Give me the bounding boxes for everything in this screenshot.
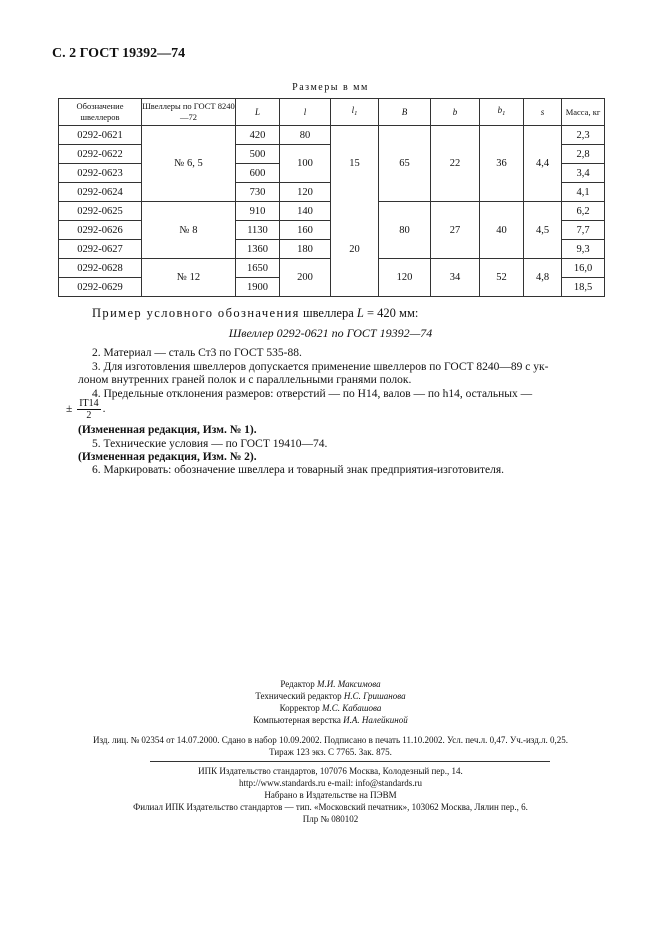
row-l: 100 <box>280 145 331 183</box>
row-L: 730 <box>236 183 280 202</box>
row-mass: 9,3 <box>562 240 605 259</box>
row-l: 180 <box>280 240 331 259</box>
s-group-1: 4,4 <box>524 126 562 202</box>
row-mass: 18,5 <box>562 278 605 297</box>
row-code: 0292-0627 <box>59 240 142 259</box>
row-l: 120 <box>280 183 331 202</box>
row-l: 140 <box>280 202 331 221</box>
l1-group-1: 15 <box>331 126 379 202</box>
row-L: 1650 <box>236 259 280 278</box>
row-L: 910 <box>236 202 280 221</box>
row-code: 0292-0622 <box>59 145 142 164</box>
table-row <box>59 202 605 221</box>
row-L: 420 <box>236 126 280 145</box>
s-group-3: 4,8 <box>524 259 562 297</box>
credit-layout: Компьютерная верстка И.А. Налейкиной <box>253 715 408 725</box>
b-group-1: 22 <box>431 126 480 202</box>
col-mass: Масса, кг <box>562 99 605 126</box>
row-L: 500 <box>236 145 280 164</box>
paragraph-3b: лоном внутренних граней полок и с параллельными гранями полок. <box>78 374 412 386</box>
row-L: 1900 <box>236 278 280 297</box>
B-group-3: 120 <box>379 259 431 297</box>
paragraph-5: 5. Технические условия — по ГОСТ 19410—74. <box>92 438 328 450</box>
col-s: s <box>524 99 562 126</box>
paragraph-2: 2. Материал — сталь Ст3 по ГОСТ 535-88. <box>92 347 302 359</box>
channel-group-1: № 6, 5 <box>142 126 236 202</box>
col-b: b <box>431 99 480 126</box>
row-code: 0292-0621 <box>59 126 142 145</box>
divider <box>150 761 550 762</box>
imprint-line-4: http://www.standards.ru e-mail: info@standards.ru <box>239 778 422 788</box>
row-code: 0292-0625 <box>59 202 142 221</box>
imprint-line-6: Филиал ИПК Издательство стандартов — тип. «Московский печатник», 103062 Москва, Лялин пер., 6. <box>133 802 528 812</box>
imprint-line-2: Тираж 123 экз. С 7765. Зак. 875. <box>269 747 392 757</box>
row-mass: 7,7 <box>562 221 605 240</box>
col-b1: $b_1$ <box>480 99 524 126</box>
imprint-line-7: Плр № 080102 <box>302 814 359 824</box>
paragraph-3a: 3. Для изготовления швеллеров допускается применение швеллеров по ГОСТ 8240—89 с ук- <box>92 361 549 373</box>
b1-group-1: 36 <box>480 126 524 202</box>
row-mass: 6,2 <box>562 202 605 221</box>
b1-group-2: 40 <box>480 202 524 259</box>
col-l: l <box>280 99 331 126</box>
B-group-1: 65 <box>379 126 431 202</box>
row-mass: 2,8 <box>562 145 605 164</box>
credit-editor: Редактор М.И. Максимова <box>280 679 381 689</box>
example-designation: Швеллер 0292-0621 по ГОСТ 19392—74 <box>228 326 433 340</box>
credit-proofreader: Корректор М.С. Кабашова <box>279 703 382 713</box>
b-group-2: 27 <box>431 202 480 259</box>
row-mass: 4,1 <box>562 183 605 202</box>
amendment-1: (Измененная редакция, Изм. № 1). <box>78 424 257 436</box>
row-l: 160 <box>280 221 331 240</box>
row-L: 600 <box>236 164 280 183</box>
imprint-line-1: Изд. лиц. № 02354 от 14.07.2000. Сдано в набор 10.09.2002. Подписано в печать 11.10.2002. Усл. печ.л. 0,47. Уч.-изд.л. 0,25. <box>92 735 569 745</box>
paragraph-6: 6. Маркировать: обозначение швеллера и товарный знак предприятия-изготовителя. <box>92 464 505 476</box>
col-channels: Швеллеры по ГОСТ 8240—72 <box>142 99 236 126</box>
channel-group-2: № 8 <box>142 202 236 259</box>
b-group-3: 34 <box>431 259 480 297</box>
b1-group-3: 52 <box>480 259 524 297</box>
row-code: 0292-0623 <box>59 164 142 183</box>
table-row <box>59 126 605 145</box>
dimensions-table <box>58 98 605 297</box>
col-L: L <box>236 99 280 126</box>
row-L: 1360 <box>236 240 280 259</box>
row-L: 1130 <box>236 221 280 240</box>
s-group-2: 4,5 <box>524 202 562 259</box>
col-l1: $l_1$ <box>331 99 379 126</box>
l1-group-2: 20 <box>331 202 379 297</box>
credit-tech-editor: Технический редактор Н.С. Гришанова <box>255 691 406 701</box>
B-group-2: 80 <box>379 202 431 259</box>
imprint-line-5: Набрано в Издательстве на ПЭВМ <box>264 790 397 800</box>
table-header-row <box>59 99 605 126</box>
row-mass: 3,4 <box>562 164 605 183</box>
row-code: 0292-0624 <box>59 183 142 202</box>
row-code: 0292-0626 <box>59 221 142 240</box>
row-code: 0292-0628 <box>59 259 142 278</box>
tolerance-fraction: $\frac{IT14}{2}$ <box>79 398 99 421</box>
amendment-2: (Измененная редакция, Изм. № 2). <box>78 451 257 463</box>
channel-group-3: № 12 <box>142 259 236 297</box>
row-mass: 2,3 <box>562 126 605 145</box>
paragraph-4b: ± $\frac{IT14}{2}$ . <box>66 398 106 421</box>
row-l: 80 <box>280 126 331 145</box>
units-caption: Размеры в мм <box>292 82 369 93</box>
imprint-line-3: ИПК Издательство стандартов, 107076 Москва, Колодезный пер., 14. <box>198 766 463 776</box>
row-l: 200 <box>280 259 331 297</box>
page-header: С. 2 ГОСТ 19392—74 <box>52 46 186 61</box>
paragraph-4a: 4. Предельные отклонения размеров: отверстий — по Н14, валов — по h14, остальных — <box>92 388 533 400</box>
row-mass: 16,0 <box>562 259 605 278</box>
example-caption: Пример условного обозначения швеллера L = 420 мм: <box>92 306 419 320</box>
col-designation: Обозначение швеллеров <box>59 99 142 126</box>
col-B: B <box>379 99 431 126</box>
row-code: 0292-0629 <box>59 278 142 297</box>
